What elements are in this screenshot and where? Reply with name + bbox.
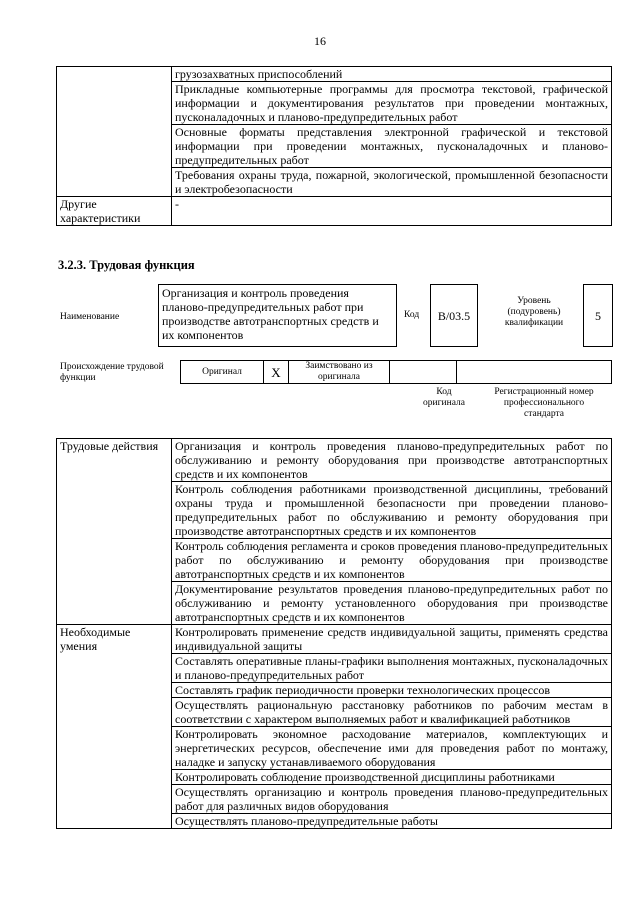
knowledge-table-continuation [56,66,612,226]
reg-number-cell [457,361,612,384]
other-characteristics-label: Другие характеристики [57,197,172,226]
table-cell: Основные форматы представления электронной графической и текстовой информации при проведении монтажных, пусконаладочных и планово-предупредительных работ [172,125,612,168]
skill-item: Составлять график периодичности проверки технологических процессов [172,683,612,698]
table-cell: Требования охраны труда, пожарной, экологической, промышленной безопасности и электробезопасности [172,168,612,197]
table-row [57,67,612,82]
table-row [57,439,612,482]
name-label: Наименование [60,312,120,322]
original-mark: X [264,361,289,384]
code-label: Код [404,310,420,320]
section-title: 3.2.3. Трудовая функция [58,258,195,272]
labor-action-item: Организация и контроль проведения планово-предупредительных работ по обслуживанию и ремонту оборудования при производстве автотранспортных средств и их компонентов [172,439,612,482]
skill-item: Осуществлять рациональную расстановку работников по рабочим местам в соответствии с характером выполняемых работ и квалификацией работников [172,698,612,727]
page-number: 16 [314,34,326,48]
borrowed-label: Заимствовано из оригинала [289,361,390,384]
table-row [57,625,612,654]
skill-item: Контролировать применение средств индивидуальной защиты, применять средства индивидуальной защиты [172,625,612,654]
skills-label: Необходимые умения [57,625,172,829]
skill-item: Составлять оперативные планы-графики выполнения монтажных, пусконаладочных и планово-предупредительных работ [172,654,612,683]
skill-item: Контролировать соблюдение производственной дисциплины работниками [172,770,612,785]
skill-item: Контролировать экономное расходование материалов, комплектующих и энергетических ресурсов, обеспечение ими для проведения работ по монтажу, наладке и запуску устанавливаемого оборудования [172,727,612,770]
labor-action-item: Документирование результатов проведения планово-предупредительных работ по обслуживанию и ремонту установленного оборудования при производстве автотранспортных средств и их компонентов [172,582,612,625]
table-cell: грузозахватных приспособлений [172,67,612,82]
orig-code-cell [390,361,457,384]
registration-number-label: Регистрационный номер профессионального стандарта [494,387,594,419]
labor-actions-label: Трудовые действия [57,439,172,625]
function-name: Организация и контроль проведения планово-предупредительных работ при производстве автотранспортных средств и их компонентов [158,284,397,347]
labor-function-table [56,438,612,829]
other-characteristics-value: - [172,197,612,226]
empty-label-cell [57,67,172,197]
origin-row [180,360,612,384]
labor-action-item: Контроль соблюдения работниками производственной дисциплины, требований охраны труда и промышленной безопасности при проведении планово-предупредительных работ по обслуживанию и ремонту оборудования при производстве автотранспортных средств и их компонентов [172,482,612,539]
skill-item: Осуществлять планово-предупредительные работы [172,814,612,829]
skill-item: Осуществлять организацию и контроль проведения планово-предупредительных работ для различных видов оборудования [172,785,612,814]
qualification-level-label: Уровень (подуровень) квалификации [504,296,564,328]
original-label: Оригинал [181,361,264,384]
labor-action-item: Контроль соблюдения регламента и сроков проведения планово-предупредительных работ по обслуживанию и ремонту оборудования при производстве автотранспортных средств и их компонентов [172,539,612,582]
origin-label: Происхождение трудовой функции [60,362,164,383]
table-row [57,197,612,226]
function-code: B/03.5 [430,284,478,347]
table-cell: Прикладные компьютерные программы для просмотра текстовой, графической информации и документирования результатов при проведении монтажных, пусконаладочных и планово-предупредительных работ [172,82,612,125]
qualification-level-value: 5 [583,284,613,347]
original-code-label: Код оригинала [423,387,465,408]
